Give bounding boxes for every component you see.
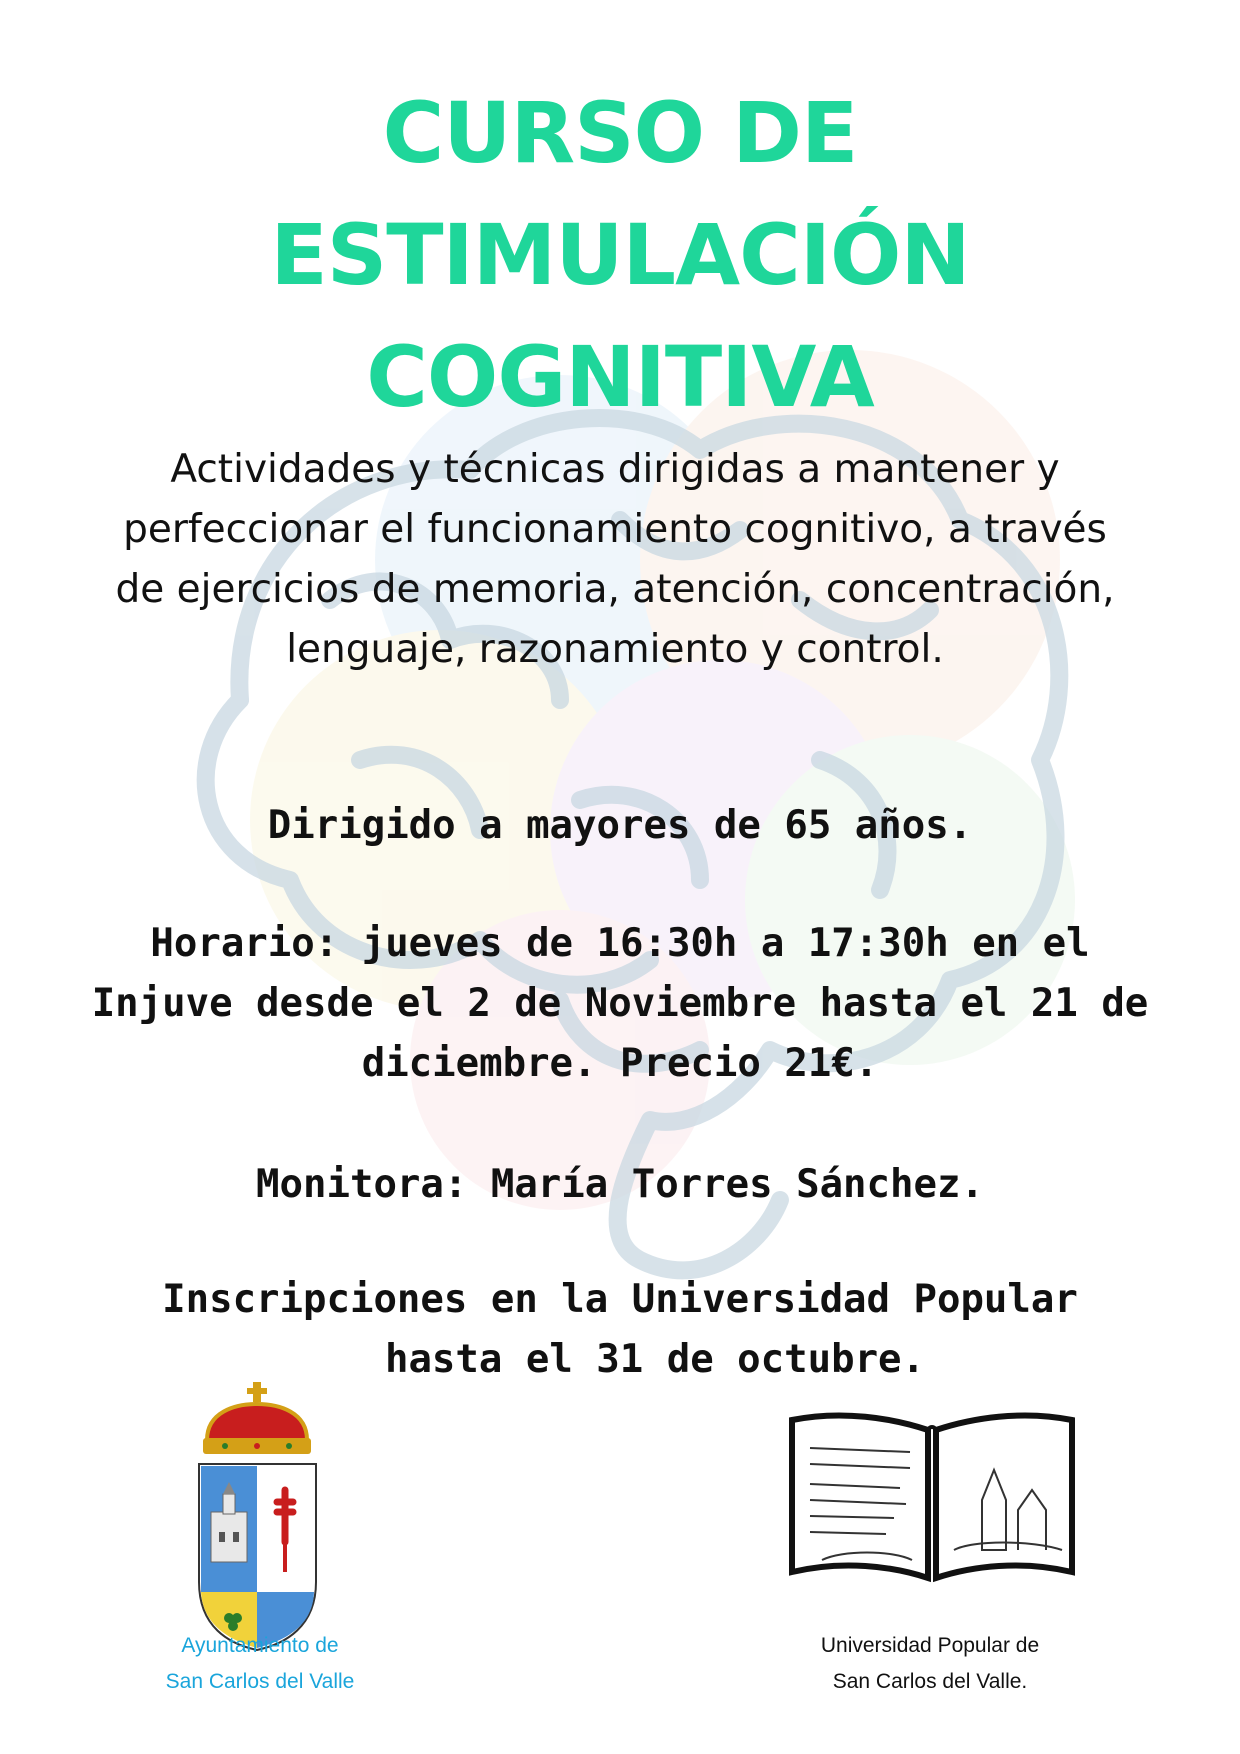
target-audience: Dirigido a mayores de 65 años. <box>267 803 973 848</box>
universidad-caption-line-2: San Carlos del Valle. <box>832 1670 1028 1693</box>
universidad-caption <box>780 1628 1080 1700</box>
registration-line-2: hasta el 31 de octubre. <box>384 1337 926 1382</box>
title-line-1: CURSO DE <box>382 84 858 182</box>
universidad-caption-line-1: Universidad Popular de <box>820 1634 1040 1657</box>
open-book-logo-icon <box>782 1400 1082 1590</box>
ayuntamiento-caption <box>140 1628 380 1700</box>
ayuntamiento-caption-line-1: Ayuntamiento de <box>181 1634 339 1657</box>
registration-info <box>90 1270 1150 1390</box>
course-title <box>0 72 1240 438</box>
coat-of-arms-logo-icon <box>195 1382 320 1652</box>
schedule-info: Horario: jueves de 16:30h a 17:30h en el Injuve desde el 2 de Noviembre hasta el 21 de diciembre. Precio 21€. <box>91 921 1149 1086</box>
instructor-info: Monitora: María Torres Sánchez. <box>256 1162 984 1207</box>
title-line-2: ESTIMULACIÓN <box>270 206 970 304</box>
registration-line-1: Inscripciones en la Universidad Popular <box>162 1277 1078 1322</box>
ayuntamiento-caption-line-2: San Carlos del Valle <box>165 1670 355 1693</box>
course-description: Actividades y técnicas dirigidas a mantener y perfeccionar el funcionamiento cognitivo, a través de ejercicios de memoria, atención, concentración, lenguaje, razonamiento y control. <box>115 447 1115 672</box>
title-line-3: COGNITIVA <box>366 328 874 426</box>
